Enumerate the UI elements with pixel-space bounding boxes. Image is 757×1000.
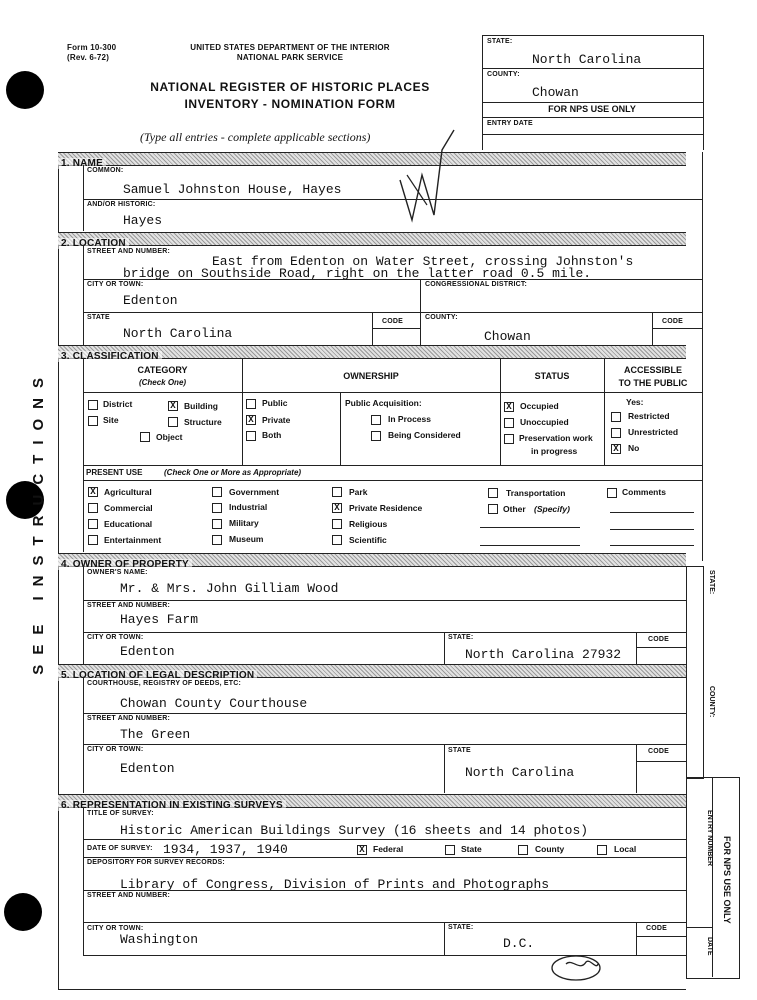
park-label: Park — [349, 487, 368, 497]
state-survey-label: State — [461, 844, 482, 854]
public-acquisition-label: Public Acquisition: — [345, 398, 422, 408]
owner-state-value: North Carolina 27932 — [465, 647, 622, 662]
punch-hole-bottom — [4, 893, 42, 931]
ownership-header: OWNERSHIP — [343, 371, 399, 381]
industrial-checkbox[interactable] — [212, 503, 222, 513]
park-checkbox[interactable] — [332, 487, 342, 497]
restricted-checkbox[interactable] — [611, 412, 621, 422]
comments-label: Comments — [622, 487, 666, 497]
both-label: Both — [262, 430, 282, 440]
service-name: NATIONAL PARK SERVICE — [236, 53, 344, 62]
district-label: District — [103, 399, 133, 409]
unrestricted-checkbox[interactable] — [611, 428, 621, 438]
topbox-state-value: North Carolina — [532, 52, 642, 67]
structure-checkbox[interactable] — [168, 417, 178, 427]
government-checkbox[interactable] — [212, 487, 222, 497]
object-checkbox[interactable] — [140, 432, 150, 442]
other-label: Other — [503, 504, 526, 514]
preservation-label-2: in progress — [531, 446, 578, 456]
museum-label: Museum — [229, 534, 264, 544]
commercial-label: Commercial — [104, 503, 153, 513]
survey-state-value: D.C. — [503, 936, 535, 951]
site-label: Site — [103, 415, 119, 425]
religious-checkbox[interactable] — [332, 519, 342, 529]
congressional-district-label: CONGRESSIONAL DISTRICT: — [425, 281, 528, 288]
topbox-county-value: Chowan — [532, 85, 579, 100]
public-label: Public — [262, 398, 288, 408]
handwritten-stamp — [546, 950, 616, 986]
location-city-label: CITY OR TOWN: — [87, 281, 144, 288]
section-surveys-header: 6. REPRESENTATION IN EXISTING SURVEYS — [58, 794, 686, 808]
commercial-checkbox[interactable] — [88, 503, 98, 513]
accessible-header: ACCESSIBLE — [623, 365, 682, 375]
owner-city-value: Edenton — [120, 644, 175, 659]
depository-label: DEPOSITORY FOR SURVEY RECORDS: — [87, 859, 225, 866]
local-survey-checkbox[interactable] — [597, 845, 607, 855]
legal-state-label: STATE — [448, 747, 471, 754]
present-use-sublabel: (Check One or More as Appropriate) — [164, 468, 302, 477]
no-checkbox[interactable]: X — [611, 444, 621, 454]
both-checkbox[interactable] — [246, 431, 256, 441]
county-survey-label: County — [535, 844, 565, 854]
side-state-box — [686, 566, 704, 779]
military-label: Military — [229, 518, 259, 528]
common-name-value: Samuel Johnston House, Hayes — [123, 182, 342, 197]
location-state-code-label: CODE — [382, 318, 404, 325]
museum-checkbox[interactable] — [212, 535, 222, 545]
survey-date-label: DATE OF SURVEY: — [87, 845, 153, 852]
location-state-value: North Carolina — [123, 326, 233, 341]
side-nps-use-only-label: FOR NPS USE ONLY — [722, 836, 732, 924]
in-process-checkbox[interactable] — [371, 415, 381, 425]
preservation-label: Preservation work — [519, 433, 593, 443]
historic-label: AND/OR HISTORIC: — [87, 201, 156, 208]
location-city-value: Edenton — [123, 293, 178, 308]
location-street-line1: East from Edenton on Water Street, crossing Johnston's — [212, 254, 634, 269]
entertainment-checkbox[interactable] — [88, 535, 98, 545]
state-survey-checkbox[interactable] — [445, 845, 455, 855]
object-label: Object — [156, 432, 183, 442]
building-checkbox[interactable]: X — [168, 401, 178, 411]
owner-street-label: STREET AND NUMBER: — [87, 602, 171, 609]
topbox-county-label: COUNTY: — [487, 71, 520, 78]
occupied-label: Occupied — [520, 401, 559, 411]
agricultural-checkbox[interactable]: X — [88, 487, 98, 497]
legal-city-label: CITY OR TOWN: — [87, 746, 144, 753]
industrial-label: Industrial — [229, 502, 268, 512]
occupied-checkbox[interactable]: X — [504, 402, 514, 412]
private-residence-label: Private Residence — [349, 503, 423, 513]
legal-street-label: STREET AND NUMBER: — [87, 715, 171, 722]
punch-hole-top — [6, 71, 44, 109]
being-considered-checkbox[interactable] — [371, 431, 381, 441]
scientific-label: Scientific — [349, 535, 387, 545]
category-header: CATEGORY — [137, 365, 188, 375]
military-checkbox[interactable] — [212, 519, 222, 529]
owner-name-label: OWNER'S NAME: — [87, 569, 148, 576]
section-name-header: 1. NAME — [58, 152, 686, 166]
legal-code-label: CODE — [648, 748, 670, 755]
common-label: COMMON: — [87, 167, 124, 174]
location-county-value: Chowan — [484, 329, 531, 344]
structure-label: Structure — [184, 417, 222, 427]
depository-value: Library of Congress, Division of Prints and Photographs — [120, 877, 550, 892]
present-use-label: PRESENT USE — [86, 468, 143, 477]
private-checkbox[interactable]: X — [246, 415, 256, 425]
legal-city-value: Edenton — [120, 761, 175, 776]
section-location-header: 2. LOCATION — [58, 232, 686, 246]
private-residence-checkbox[interactable]: X — [332, 503, 342, 513]
being-considered-label: Being Considered — [388, 430, 461, 440]
survey-date-value: 1934, 1937, 1940 — [163, 842, 288, 857]
owner-city-label: CITY OR TOWN: — [87, 634, 144, 641]
side-state-label: STATE: — [708, 570, 715, 595]
federal-checkbox[interactable]: X — [357, 845, 367, 855]
accessible-header-2: TO THE PUBLIC — [618, 378, 688, 388]
scientific-checkbox[interactable] — [332, 535, 342, 545]
private-label: Private — [262, 415, 291, 425]
type-instruction: (Type all entries - complete applicable sections) — [140, 130, 371, 144]
district-checkbox[interactable] — [88, 400, 98, 410]
entry-date-label: ENTRY DATE — [487, 120, 533, 127]
transportation-checkbox[interactable] — [488, 488, 498, 498]
survey-title-label: TITLE OF SURVEY: — [87, 810, 154, 817]
department-name: UNITED STATES DEPARTMENT OF THE INTERIOR — [190, 43, 390, 52]
other-checkbox[interactable] — [488, 504, 498, 514]
federal-label: Federal — [373, 844, 404, 854]
site-checkbox[interactable] — [88, 416, 98, 426]
preservation-checkbox[interactable] — [504, 434, 514, 444]
restricted-label: Restricted — [628, 411, 670, 421]
location-county-label: COUNTY: — [425, 314, 458, 321]
topbox-state-label: STATE: — [487, 38, 513, 45]
location-street-line2: bridge on Southside Road, right on the latter road 0.5 mile. — [123, 266, 592, 281]
survey-city-value: Washington — [120, 932, 199, 947]
survey-state-label: STATE: — [448, 924, 474, 931]
location-county-code-label: CODE — [662, 318, 684, 325]
local-survey-label: Local — [614, 844, 637, 854]
other-specify-label: (Specify) — [534, 504, 570, 514]
in-process-label: In Process — [388, 414, 431, 424]
side-county-label: COUNTY: — [708, 686, 715, 718]
agricultural-label: Agricultural — [104, 487, 152, 497]
unoccupied-label: Unoccupied — [520, 417, 569, 427]
religious-label: Religious — [349, 519, 388, 529]
see-instructions-sidebar: SEE INSTRUCTIONS — [30, 368, 47, 675]
building-label: Building — [184, 401, 218, 411]
transportation-label: Transportation — [506, 488, 566, 498]
form-title: NATIONAL REGISTER OF HISTORIC PLACES — [150, 80, 430, 94]
educational-checkbox[interactable] — [88, 519, 98, 529]
survey-title-value: Historic American Buildings Survey (16 sheets and 14 photos) — [120, 823, 589, 838]
form-subtitle: INVENTORY - NOMINATION FORM — [184, 97, 396, 111]
section-legal-description-header: 5. LOCATION OF LEGAL DESCRIPTION — [58, 664, 686, 678]
legal-state-value: North Carolina — [465, 765, 575, 780]
side-entry-number-label: ENTRY NUMBER — [706, 810, 713, 867]
educational-label: Educational — [104, 519, 153, 529]
historic-name-value: Hayes — [123, 213, 163, 228]
owner-name-value: Mr. & Mrs. John Gilliam Wood — [120, 581, 339, 596]
legal-street-value: The Green — [120, 727, 191, 742]
government-label: Government — [229, 487, 280, 497]
no-label: No — [628, 443, 640, 453]
owner-street-value: Hayes Farm — [120, 612, 199, 627]
form-number: Form 10-300 — [67, 43, 117, 52]
owner-code-label: CODE — [648, 636, 670, 643]
courthouse-label: COURTHOUSE, REGISTRY OF DEEDS, ETC: — [87, 680, 242, 687]
owner-state-label: STATE: — [448, 634, 474, 641]
courthouse-value: Chowan County Courthouse — [120, 696, 308, 711]
public-checkbox[interactable] — [246, 399, 256, 409]
unoccupied-checkbox[interactable] — [504, 418, 514, 428]
status-header: STATUS — [534, 371, 570, 381]
location-street-label: STREET AND NUMBER: — [87, 248, 171, 255]
survey-code-label: CODE — [646, 925, 668, 932]
category-subheader: (Check One) — [138, 378, 187, 387]
county-survey-checkbox[interactable] — [518, 845, 528, 855]
yes-label: Yes: — [626, 397, 644, 407]
unrestricted-label: Unrestricted — [628, 427, 679, 437]
side-date-label: DATE — [706, 937, 713, 956]
nps-use-only: FOR NPS USE ONLY — [548, 104, 636, 114]
comments-checkbox[interactable] — [607, 488, 617, 498]
survey-city-label: CITY OR TOWN: — [87, 925, 144, 932]
entertainment-label: Entertainment — [104, 535, 162, 545]
section-owner-header: 4. OWNER OF PROPERTY — [58, 553, 686, 567]
survey-street-label: STREET AND NUMBER: — [87, 892, 171, 899]
location-state-label: STATE — [87, 314, 110, 321]
form-revision: (Rev. 6-72) — [67, 53, 110, 62]
section-classification-header: 3. CLASSIFICATION — [58, 345, 686, 359]
handwritten-initials — [392, 120, 462, 230]
